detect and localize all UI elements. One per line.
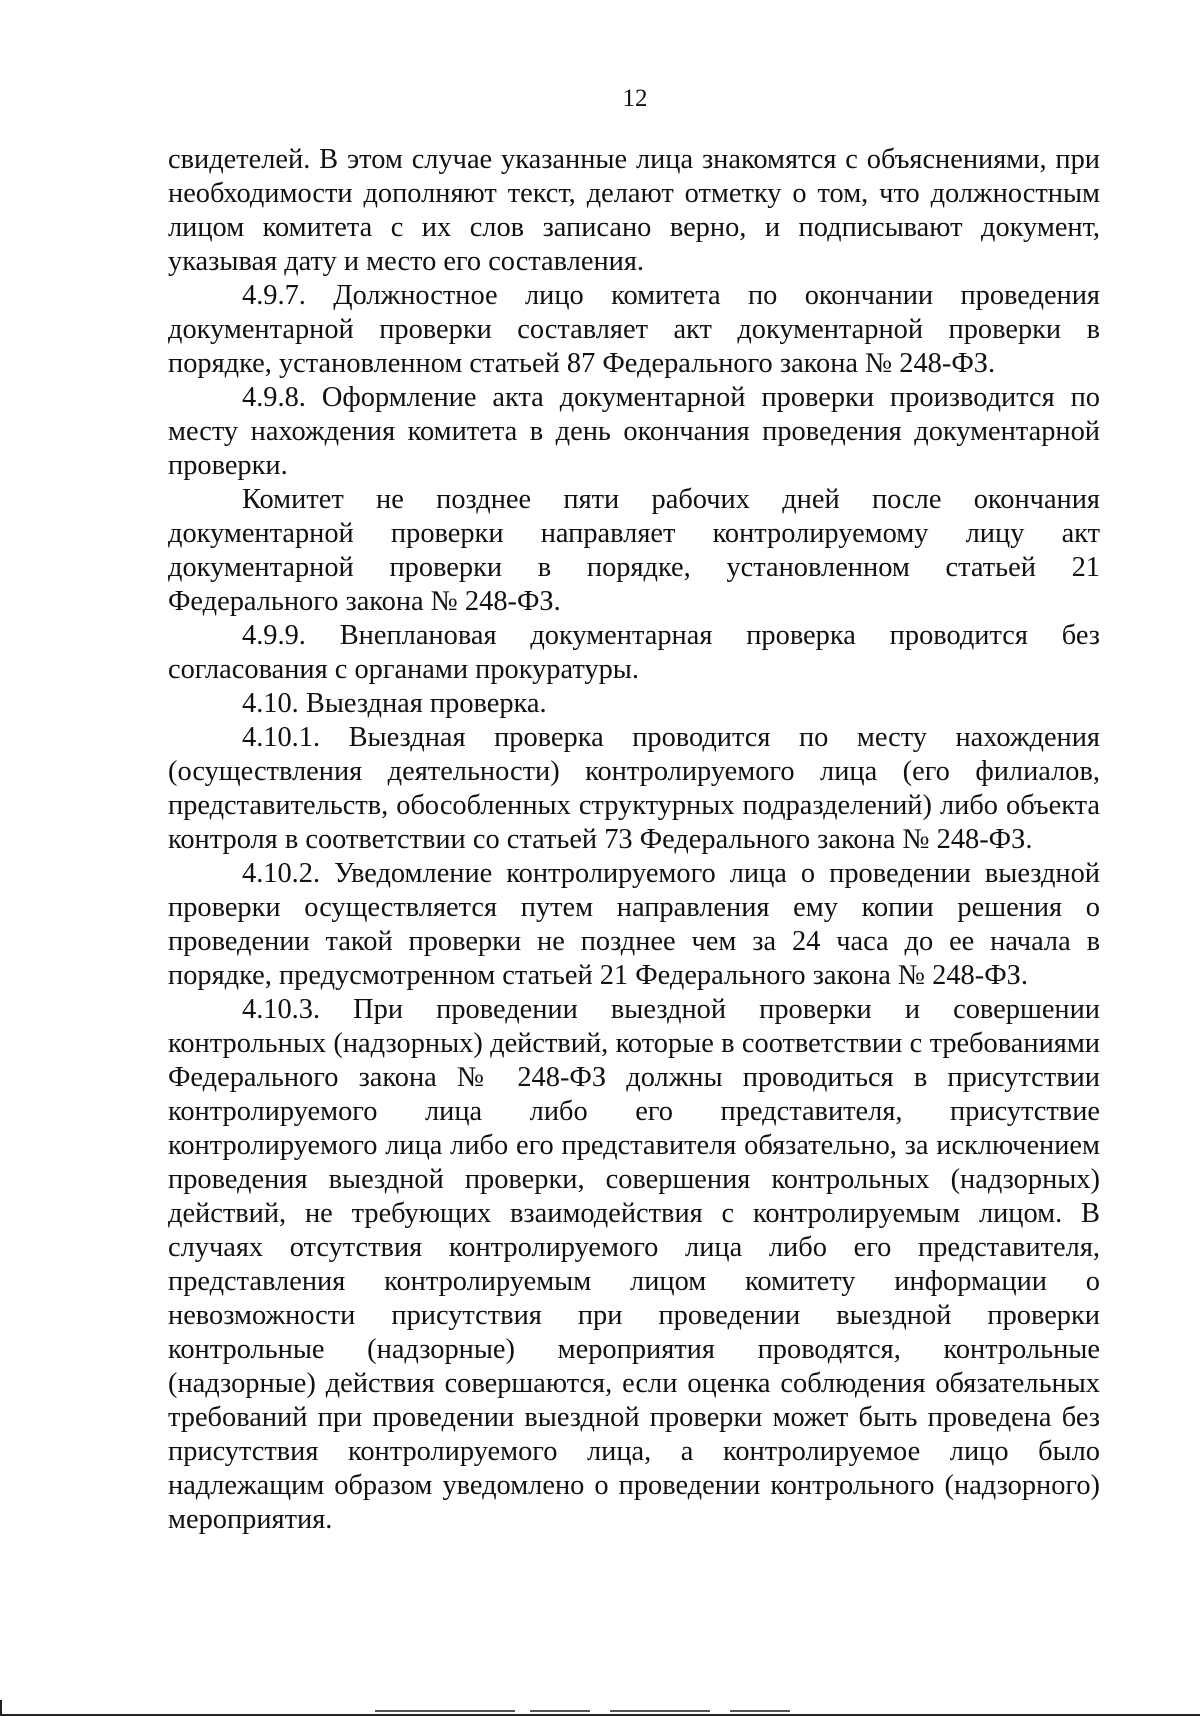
document-body (168, 143, 1100, 1537)
scan-artifact-dash (730, 1710, 790, 1712)
paragraph-4-10-3: 4.10.3. При проведении выездной проверки и совершении контрольных (надзорных) действий, которые в соответствии с требованиями Федерального закона № 248-ФЗ должны проводиться в присутствии контролируемого лица либо его представителя, присутствие контролируемого лица либо его представителя обязательно, за исключением проведения выездной проверки, совершения контрольных (надзорных) действий, не требующих взаимодействия с контролируемым лицом. В случаях отсутствия контролируемого лица либо его представителя, представления контролируемым лицом комитету информации о невозможности присутствия при проведении выездной проверки контрольные (надзорные) мероприятия проводятся, контрольные (надзорные) действия совершаются, если оценка соблюдения обязательных требований при проведении выездной проверки может быть проведена без присутствия контролируемого лица, а контролируемое лицо было надлежащим образом уведомлено о проведении контрольного (надзорного) мероприятия. (168, 994, 1100, 1535)
paragraph-4-9-8: 4.9.8. Оформление акта документарной проверки производится по месту нахождения комитета в день окончания проведения документарной проверки. (168, 382, 1100, 481)
scan-artifact-dash (375, 1710, 515, 1712)
paragraph-committee-act: Комитет не позднее пяти рабочих дней после окончания документарной проверки направляет контролируемому лицу акт документарной проверки в порядке, установленном статьей 21 Федерального закона № 248-ФЗ. (168, 484, 1100, 617)
scan-artifact-dash (530, 1710, 590, 1712)
paragraph-4-10-2: 4.10.2. Уведомление контролируемого лица о проведении выездной проверки осуществляется путем направления ему копии решения о проведении такой проверки не позднее чем за 24 часа до ее начала в порядке, предусмотренном статьей 21 Федерального закона № 248-ФЗ. (168, 858, 1100, 991)
paragraph-4-9-7: 4.9.7. Должностное лицо комитета по окончании проведения документарной проверки составляет акт документарной проверки в порядке, установленном статьей 87 Федерального закона № 248-ФЗ. (168, 280, 1100, 379)
paragraph-witnesses: свидетелей. В этом случае указанные лица знакомятся с объяснениями, при необходимости дополняют текст, делают отметку о том, что должностным лицом комитета с их слов записано верно, и подписывают документ, указывая дату и место его составления. (168, 144, 1100, 277)
paragraph-4-10: 4.10. Выездная проверка. (242, 688, 547, 719)
page-number: 12 (622, 85, 648, 112)
scan-artifact-dash (610, 1710, 710, 1712)
paragraph-4-10-1: 4.10.1. Выездная проверка проводится по месту нахождения (осуществления деятельности) контролируемого лица (его филиалов, представительств, обособленных структурных подразделений) либо объекта контроля в соответствии со статьей 73 Федерального закона № 248-ФЗ. (168, 722, 1100, 855)
paragraph-4-9-9: 4.9.9. Внеплановая документарная проверка проводится без согласования с органами прокуратуры. (168, 620, 1100, 685)
